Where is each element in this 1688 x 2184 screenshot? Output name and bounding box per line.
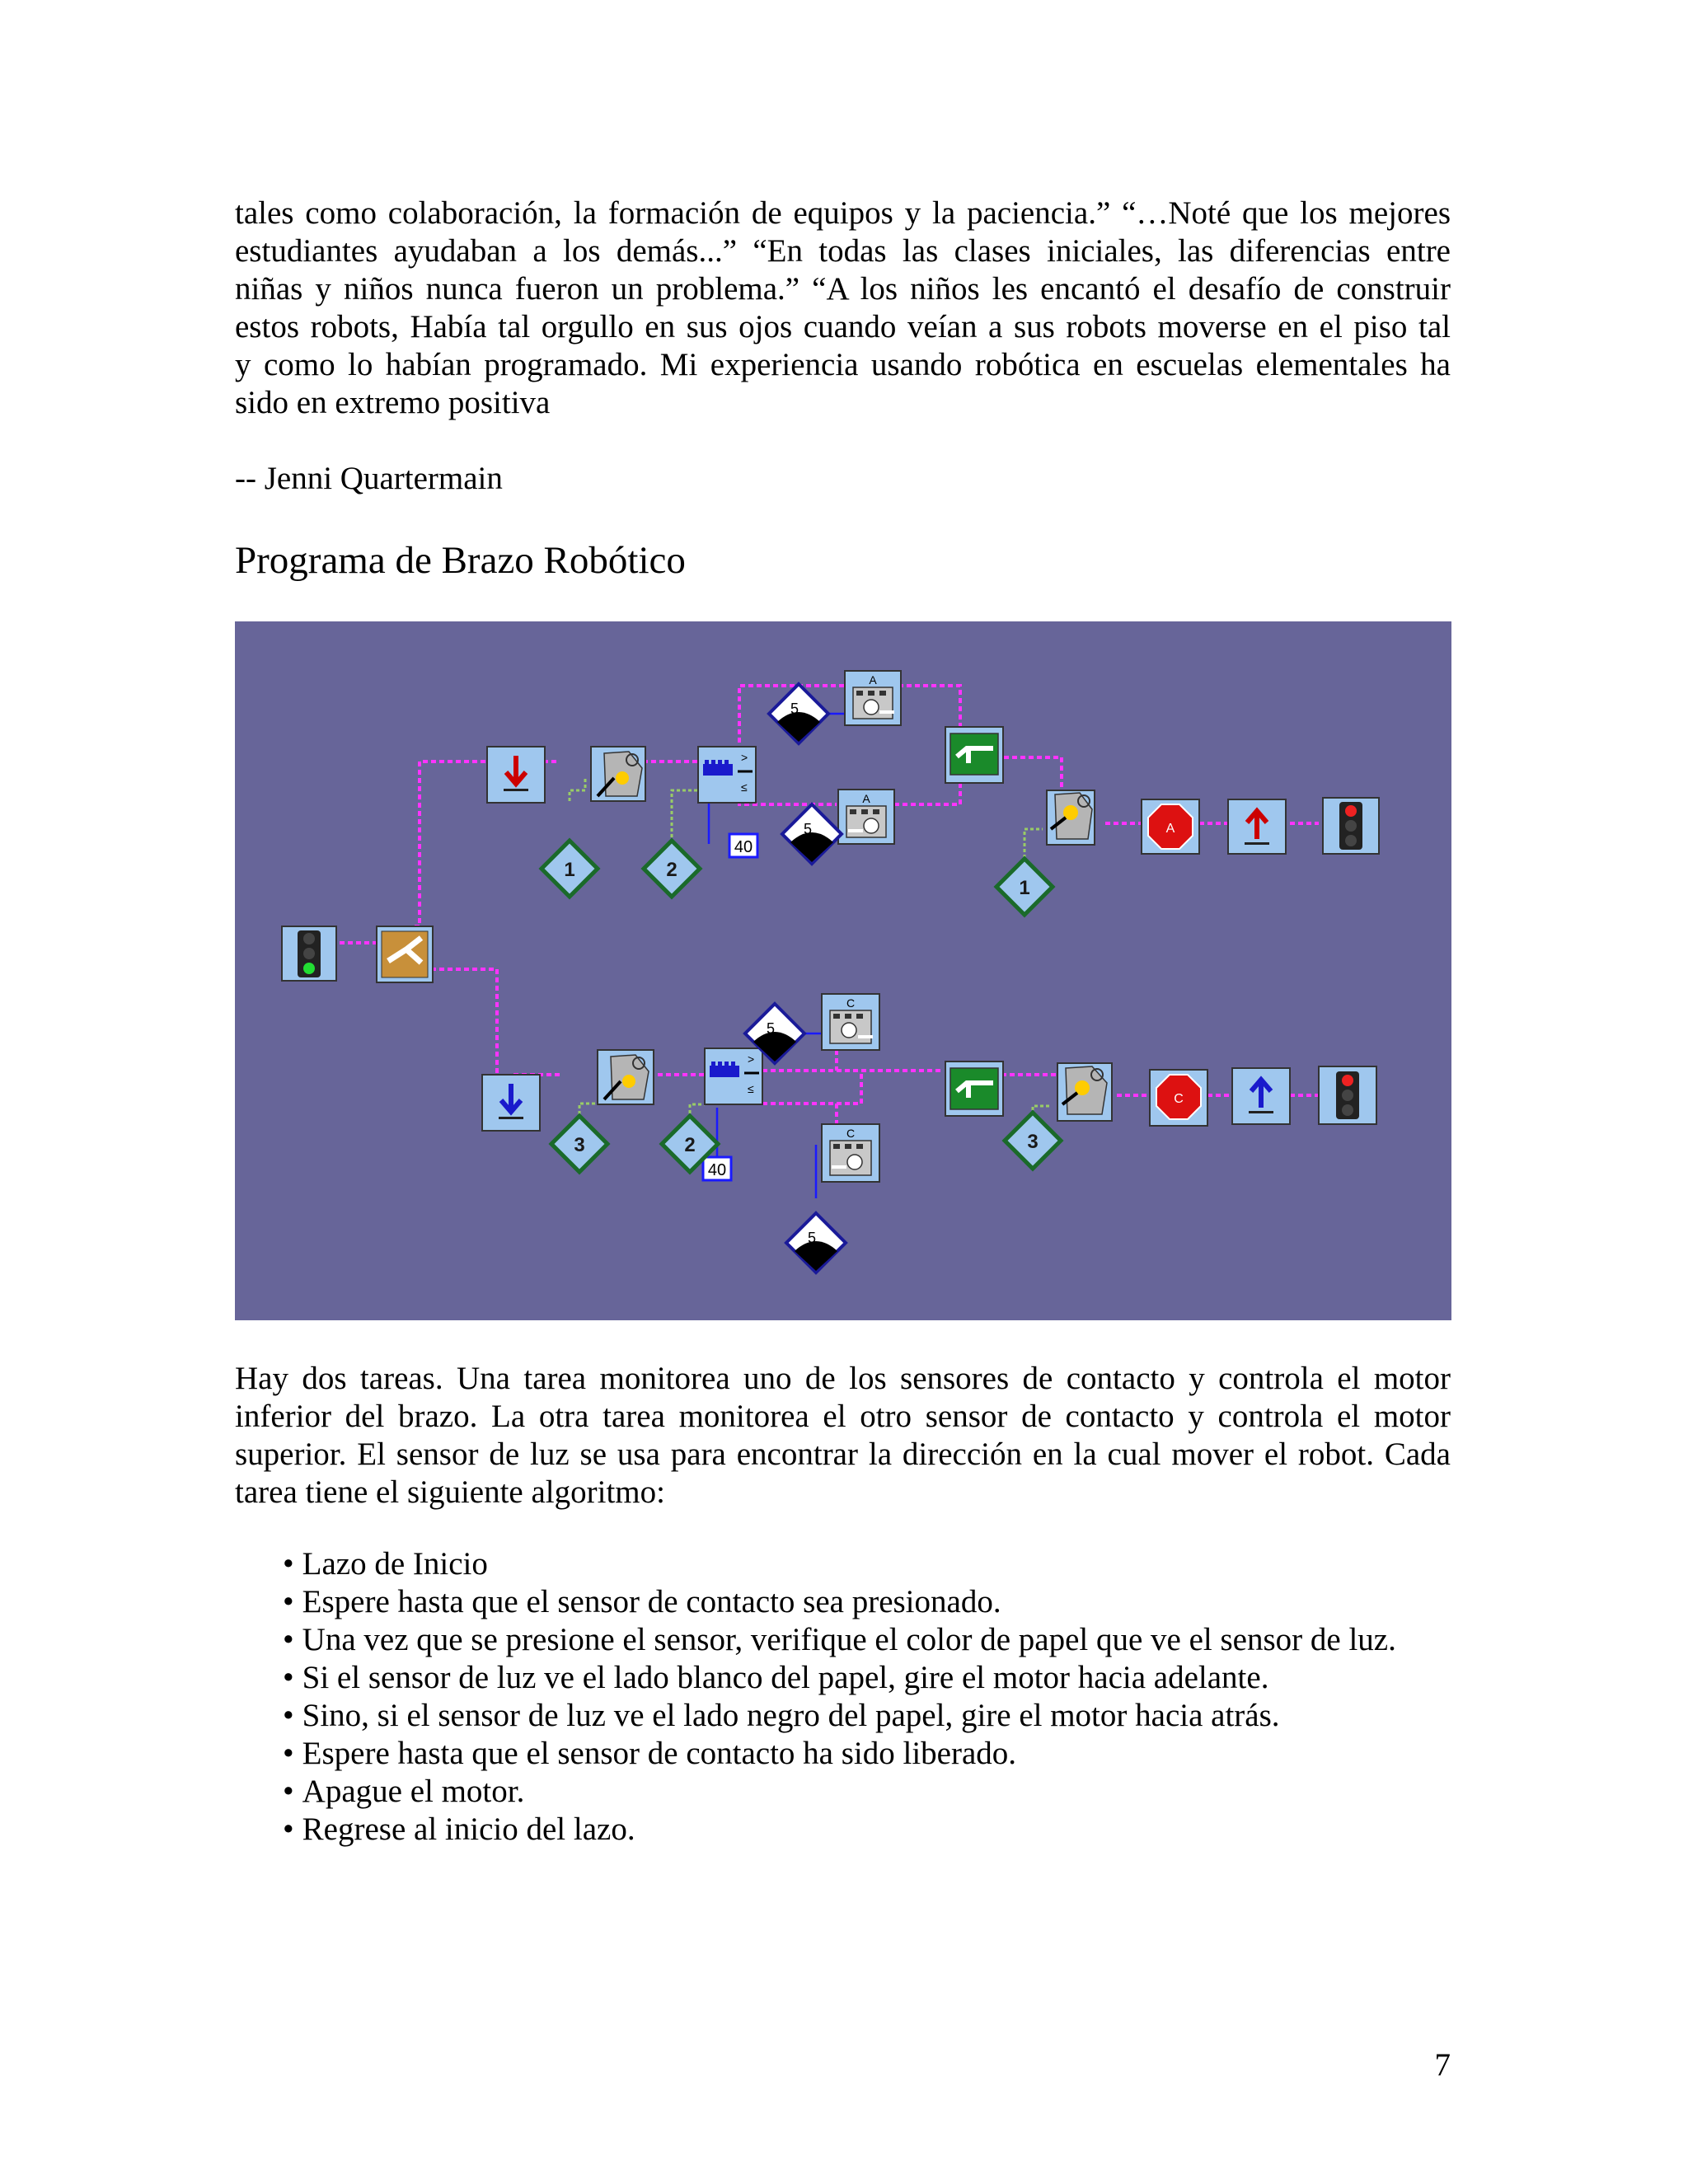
algorithm-step: • Si el sensor de luz ve el lado blanco del papel, gire el motor hacia adelante.: [283, 1659, 1396, 1697]
move-down-blue-icon[interactable]: [482, 1075, 540, 1131]
algorithm-step: • Espere hasta que el sensor de contacto sea presionado.: [283, 1583, 1396, 1621]
body-line: Hay dos tareas. Una tarea monitorea uno de los sensores de contacto y controla el motor: [235, 1361, 1451, 1396]
quote-author: -- Jenni Quartermain: [235, 461, 503, 496]
body-line: tarea tiene el siguiente algoritmo:: [235, 1474, 665, 1510]
threshold-value-box[interactable]: [729, 834, 757, 857]
motor-c-reverse-icon[interactable]: [822, 1124, 879, 1182]
intro-line: estos robots, Había tal orgullo en sus ojos cuando veían a sus robots moverse en el piso tal: [235, 309, 1451, 344]
threshold-label: 40: [707, 1161, 727, 1179]
power-label: 5: [803, 821, 813, 837]
touch-sensor-wait-icon[interactable]: [598, 1050, 654, 1104]
power-label: 5: [766, 1020, 776, 1037]
compare-gt-label: >: [741, 751, 748, 764]
move-up-blue-icon[interactable]: [1232, 1068, 1290, 1124]
compare-le-label: ≤: [748, 1082, 754, 1095]
threshold-label: 40: [734, 838, 753, 856]
touch-sensor-release-icon[interactable]: [1047, 790, 1095, 845]
algorithm-step: • Apague el motor.: [283, 1773, 1396, 1811]
intro-paragraph: [235, 194, 1451, 422]
stop-motor-a-icon[interactable]: [1142, 799, 1199, 854]
algorithm-step: • Espere hasta que el sensor de contacto ha sido liberado.: [283, 1735, 1396, 1773]
stop-port-label: C: [1174, 1092, 1184, 1106]
stop-motor-c-icon[interactable]: [1150, 1070, 1207, 1126]
branch-merge-icon[interactable]: [945, 1062, 1003, 1116]
light-compare-icon[interactable]: [698, 747, 756, 803]
start-traffic-light-icon[interactable]: [282, 926, 336, 981]
algorithm-step: • Regrese al inicio del lazo.: [283, 1811, 1396, 1849]
port-label: 3: [1027, 1131, 1039, 1153]
algorithm-step: • Lazo de Inicio: [283, 1545, 1396, 1583]
page-number: 7: [1434, 2047, 1451, 2083]
motor-port-label: C: [846, 996, 856, 1010]
light-compare-icon[interactable]: [705, 1048, 762, 1104]
algorithm-list: [283, 1545, 1396, 1849]
motor-a-reverse-icon[interactable]: [838, 790, 894, 844]
compare-gt-label: >: [748, 1052, 755, 1066]
port-label: 2: [666, 859, 678, 881]
touch-sensor-release-icon[interactable]: [1057, 1063, 1112, 1121]
robot-arm-program-diagram: [235, 621, 1451, 1320]
motor-port-label: A: [862, 792, 870, 805]
body-paragraph: [235, 1360, 1451, 1511]
motor-port-label: A: [869, 673, 877, 687]
algorithm-step: • Sino, si el sensor de luz ve el lado negro del papel, gire el motor hacia atrás.: [283, 1697, 1396, 1735]
intro-line: sido en extremo positiva: [235, 385, 551, 420]
compare-le-label: ≤: [741, 780, 748, 794]
port-label: 1: [564, 859, 575, 881]
power-label: 5: [790, 701, 799, 717]
port-label: 1: [1019, 877, 1030, 899]
power-label: 5: [807, 1230, 817, 1246]
algorithm-step: • Una vez que se presione el sensor, verifique el color de papel que ve el sensor de luz.: [283, 1621, 1396, 1659]
motor-c-forward-icon[interactable]: [822, 994, 879, 1050]
intro-line: tales como colaboración, la formación de equipos y la paciencia.” “…Noté que los mejores: [235, 195, 1451, 231]
branch-merge-icon[interactable]: [945, 727, 1003, 783]
port-label: 2: [684, 1134, 696, 1156]
move-down-red-icon[interactable]: [487, 747, 545, 803]
touch-sensor-wait-icon[interactable]: [591, 747, 645, 801]
motor-port-label: C: [846, 1127, 856, 1140]
end-traffic-light-icon[interactable]: [1319, 1066, 1376, 1124]
intro-line: estudiantes ayudaban a los demás...” “En todas las clases iniciales, las diferencias entre: [235, 233, 1451, 269]
task-fork-icon[interactable]: [377, 926, 433, 982]
intro-line: niñas y niños nunca fueron un problema.” “A los niños les encantó el desafío de construir: [235, 271, 1451, 307]
body-line: superior. El sensor de luz se usa para encontrar la dirección en la cual mover el robot. Cada: [235, 1436, 1451, 1472]
intro-line: y como lo habían programado. Mi experiencia usando robótica en escuelas elementales ha: [235, 347, 1451, 382]
move-up-red-icon[interactable]: [1228, 799, 1286, 854]
end-traffic-light-icon[interactable]: [1323, 798, 1379, 854]
port-label: 3: [574, 1134, 585, 1156]
threshold-value-box[interactable]: [703, 1157, 731, 1180]
body-line: inferior del brazo. La otra tarea monitorea el otro sensor de contacto y controla el motor: [235, 1399, 1451, 1434]
section-title: Programa de Brazo Robótico: [235, 539, 686, 582]
motor-a-forward-icon[interactable]: [845, 671, 901, 725]
stop-port-label: A: [1165, 822, 1175, 836]
